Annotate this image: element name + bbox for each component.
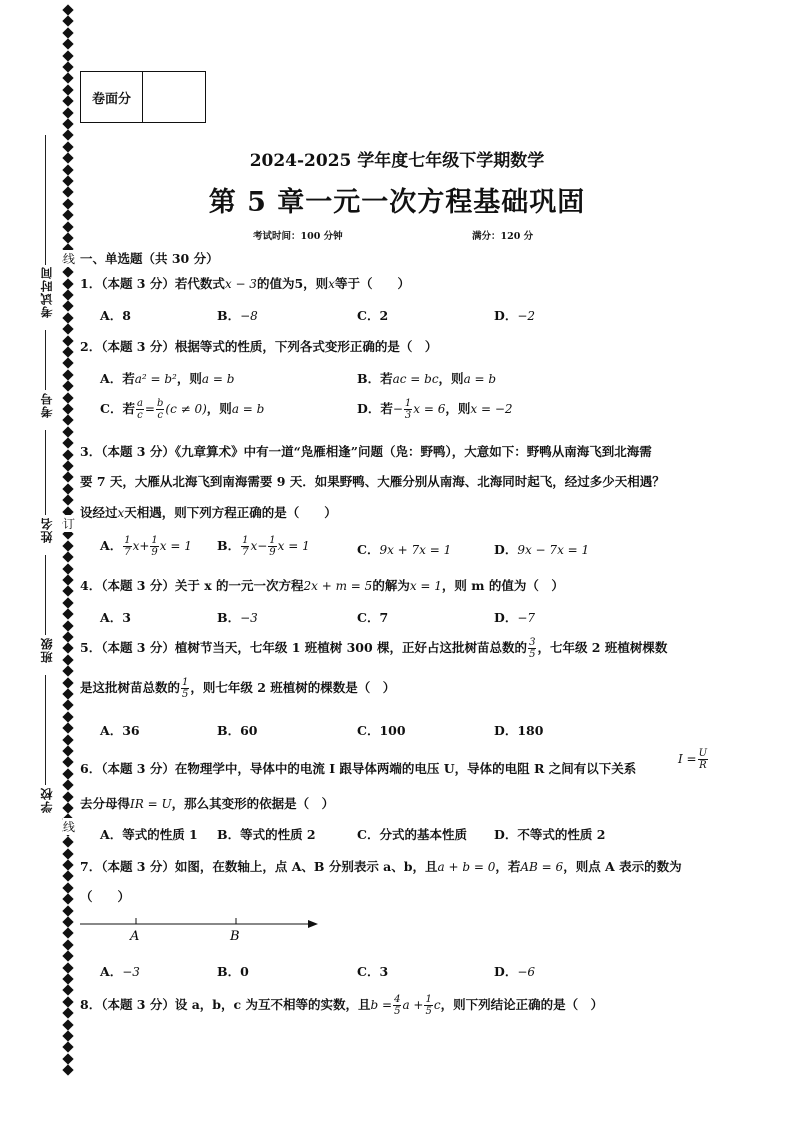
- q1-text: 1．（本题 3 分）若代数式: [80, 276, 225, 291]
- side-label-exam-time: 考试时间: [40, 266, 54, 318]
- q4-sol: x = 1: [409, 579, 442, 593]
- binding-line: [45, 555, 46, 635]
- q6-formula: [678, 748, 709, 771]
- q1-opt-d-value: −2: [517, 309, 536, 323]
- q3-text: 设经过: [80, 505, 118, 520]
- diamond-ornament: [62, 130, 73, 141]
- q2-c-mid: ，则: [206, 401, 232, 416]
- score-box: [80, 71, 206, 123]
- q3-d-math: 9x − 7x = 1: [517, 543, 590, 557]
- diamond-ornament: [62, 267, 73, 278]
- binding-line: [45, 330, 46, 390]
- q3-option-a[interactable]: [100, 535, 192, 558]
- q2-d-frac: [404, 398, 412, 421]
- q2-a-math: a² = b²: [134, 372, 177, 386]
- full-score: 满分：120 分: [472, 231, 534, 242]
- q4-opt-b-label: B．: [217, 610, 241, 625]
- q3-var: x: [117, 506, 125, 520]
- q7-opt-a-label: A．: [100, 964, 123, 979]
- diamond-ornament: [62, 278, 73, 289]
- question-3-line-2: 要 7 天，大雁从北海飞到南海需要 9 天．如果野鸭、大雁分别从南海、北海同时起飞，经过多少天相遇？: [80, 474, 665, 489]
- frac-den: 5: [182, 689, 189, 700]
- q8-math: b =: [370, 998, 393, 1012]
- q8-math: c: [433, 998, 441, 1012]
- diamond-ornament: [62, 335, 73, 346]
- q3-text: 天相遇，则下列方程正确的是（ ）: [124, 505, 337, 520]
- q3-b-x: x: [250, 539, 258, 553]
- score-field[interactable]: [143, 72, 205, 122]
- q3-a-frac1: [123, 535, 131, 558]
- q7-option-b[interactable]: B．0: [217, 964, 249, 979]
- frac-den: 9: [269, 547, 276, 558]
- diamond-ornament: [62, 312, 73, 323]
- diamond-ornament: [62, 552, 73, 563]
- diamond-ornament: [62, 711, 73, 722]
- q2-c-frac1: [136, 398, 144, 421]
- q6-option-c[interactable]: C．分式的基本性质: [357, 827, 467, 842]
- q5-option-c[interactable]: C．100: [357, 723, 406, 738]
- q2-option-a[interactable]: [100, 369, 234, 387]
- diamond-ornament: [62, 609, 73, 620]
- q5-text: 是这批树苗总数的: [80, 680, 181, 695]
- q1-option-a[interactable]: A．8: [100, 308, 131, 323]
- q4-opt-d-value: −7: [517, 611, 536, 625]
- question-6-line-2: [80, 794, 334, 812]
- diamond-ornament: [62, 768, 73, 779]
- q6-text: ，那么其变形的依据是（ ）: [171, 796, 335, 811]
- diamond-ornament: [62, 449, 73, 460]
- diamond-ornament: [62, 734, 73, 745]
- question-5-line-1: [80, 637, 667, 660]
- frac-num: 1: [182, 677, 189, 688]
- q6-text: 去分母得: [80, 796, 131, 811]
- diamond-ornament: [62, 301, 73, 312]
- q1-expr: x − 3: [224, 277, 257, 291]
- q4-option-b[interactable]: [217, 608, 258, 626]
- diamond-ornament: [62, 688, 73, 699]
- q8-math: a +: [402, 998, 424, 1012]
- q1-text: 的值为5，则: [256, 276, 329, 291]
- diamond-ornament: [62, 962, 73, 973]
- diamond-ornament: [62, 597, 73, 608]
- diamond-ornament: [62, 848, 73, 859]
- q3-c-math: 9x + 7x = 1: [379, 543, 452, 557]
- q6-formula-left: I =: [678, 752, 697, 766]
- diamond-ornament: [62, 574, 73, 585]
- diamond-ornament: [62, 939, 73, 950]
- q4-option-c[interactable]: C．7: [357, 610, 389, 625]
- q3-b-frac1: [241, 535, 249, 558]
- q5-text: ，七年级 2 班植树棵数: [537, 640, 668, 655]
- q5-text: ，则七年级 2 班植树的棵数是（ ）: [190, 680, 396, 695]
- q7-math: AB = 6: [520, 860, 564, 874]
- diamond-ornament: [62, 483, 73, 494]
- side-label-name: 姓名: [40, 517, 54, 543]
- point-a-label: A: [130, 929, 140, 944]
- diamond-ornament: [62, 985, 73, 996]
- diamond-ornament: [62, 403, 73, 414]
- diamond-ornament: [62, 39, 73, 50]
- frac-num: b: [156, 398, 164, 409]
- diamond-ornament: [62, 700, 73, 711]
- diamond-ornament: [62, 16, 73, 27]
- number-line-arrow: [308, 920, 318, 928]
- number-line-figure: [78, 912, 323, 944]
- diamond-ornament: [62, 1042, 73, 1053]
- frac-num: 1: [269, 535, 276, 546]
- diamond-ornament: [62, 677, 73, 688]
- q6-formula-frac: [698, 748, 708, 771]
- q2-d-pre: D．若: [357, 401, 393, 416]
- q6-option-d[interactable]: D．不等式的性质 2: [494, 827, 606, 842]
- diamond-ornament: [62, 221, 73, 232]
- frac-den: 7: [124, 547, 131, 558]
- frac-num: 1: [404, 398, 412, 409]
- q3-a-plus: +: [139, 539, 150, 553]
- diamond-ornament: [62, 460, 73, 471]
- frac-den: R: [699, 760, 707, 771]
- diamond-ornament: [62, 905, 73, 916]
- q3-a-label: A．: [100, 538, 123, 553]
- q2-d-mid: ，则: [445, 401, 471, 416]
- frac-num: 1: [151, 535, 158, 546]
- diamond-ornament: [62, 723, 73, 734]
- question-1-stem: [80, 274, 410, 292]
- q2-c-res: a = b: [231, 402, 265, 416]
- diamond-ornament: [62, 118, 73, 129]
- diamond-ornament: [62, 289, 73, 300]
- binding-line: [45, 675, 46, 785]
- q1-option-c[interactable]: C．2: [357, 308, 389, 323]
- q2-a-pre: A．若: [100, 371, 135, 386]
- q1-opt-d-label: D．: [494, 308, 518, 323]
- q3-option-c[interactable]: [357, 540, 451, 558]
- q5-frac1: [528, 637, 536, 660]
- diamond-ornament: [62, 1053, 73, 1064]
- frac-den: 3: [404, 410, 412, 421]
- diamond-ornament: [62, 894, 73, 905]
- q1-opt-b-label: B．: [217, 308, 241, 323]
- frac-num: 1: [124, 535, 131, 546]
- question-3-line-1: 3．（本题 3 分）《九章算术》中有一道“凫雁相逢”问题（凫：野鸭），大意如下：野鸭从南海飞到北海需: [80, 444, 652, 459]
- q2-b-res: a = b: [463, 372, 497, 386]
- q5-option-d[interactable]: D．180: [494, 723, 544, 738]
- diamond-ornament: [62, 973, 73, 984]
- question-8-stem: [80, 994, 603, 1017]
- diamond-ornament: [62, 757, 73, 768]
- q7-text: 7．（本题 3 分）如图，在数轴上，点 A、B 分别表示 a、b，且: [80, 859, 438, 874]
- q2-d-rest: x = 6: [413, 402, 446, 416]
- q8-text: 8．（本题 3 分）设 a，b，c 为互不相等的实数，且: [80, 997, 371, 1012]
- frac-num: 3: [529, 637, 536, 648]
- exam-title: 2024-2025 学年度七年级下学期数学: [249, 151, 545, 171]
- q1-option-d[interactable]: [494, 306, 535, 324]
- q7-option-c[interactable]: C．3: [357, 964, 389, 979]
- frac-den: 7: [242, 547, 249, 558]
- diamond-ornament: [62, 745, 73, 756]
- q2-a-mid: ，则: [176, 371, 202, 386]
- q3-b-rest: x = 1: [277, 539, 310, 553]
- q3-b-frac2: [268, 535, 276, 558]
- diamond-ornament: [62, 666, 73, 677]
- q3-option-d[interactable]: [494, 540, 589, 558]
- q2-d-res: x = −2: [470, 402, 513, 416]
- question-6-line-1: 6．（本题 3 分）在物理学中，导体中的电流 I 跟导体两端的电压 U，导体的电阻 R 之间有以下关系: [80, 761, 637, 776]
- q5-option-b[interactable]: B．60: [217, 723, 258, 738]
- diamond-ornament: [62, 438, 73, 449]
- diamond-ornament: [62, 631, 73, 642]
- frac-den: 5: [394, 1006, 401, 1017]
- diamond-ornament: [62, 928, 73, 939]
- q4-option-a[interactable]: A．3: [100, 610, 131, 625]
- diamond-ornament: [62, 324, 73, 335]
- q2-a-res: a = b: [201, 372, 235, 386]
- q4-opt-b-value: −3: [240, 611, 258, 625]
- diamond-ornament: [62, 232, 73, 243]
- q7-opt-d-value: −6: [517, 965, 536, 979]
- diamond-ornament: [62, 643, 73, 654]
- q7-text: ，若: [495, 859, 521, 874]
- diamond-ornament: [62, 1065, 73, 1076]
- diamond-ornament: [62, 4, 73, 15]
- q2-c-eq: =: [144, 402, 155, 416]
- q2-option-c[interactable]: [100, 398, 264, 421]
- diamond-ornament: [62, 996, 73, 1007]
- diamond-ornament: [62, 859, 73, 870]
- q3-a-frac2: [150, 535, 158, 558]
- q5-frac2: [181, 677, 189, 700]
- side-label-school: 学校: [40, 787, 54, 813]
- q4-text: 4．（本题 3 分）关于 x 的一元一次方程: [80, 578, 304, 593]
- diamond-ornament: [62, 495, 73, 506]
- q6-option-b[interactable]: B．等式的性质 2: [217, 827, 316, 842]
- exam-time: 考试时间：100 分钟: [253, 231, 343, 242]
- diamond-ornament: [62, 871, 73, 882]
- q8-frac1: [393, 994, 401, 1017]
- diamond-ornament: [62, 802, 73, 813]
- diamond-ornament: [62, 415, 73, 426]
- diamond-ornament: [62, 369, 73, 380]
- diamond-ornament: [62, 392, 73, 403]
- q1-text: 等于（ ）: [334, 276, 410, 291]
- diamond-ornament: [62, 882, 73, 893]
- side-char-xian: 线: [63, 820, 76, 834]
- chapter-title: 第 5 章一元一次方程基础巩固: [208, 187, 586, 218]
- q8-frac2: [424, 994, 432, 1017]
- q3-b-label: B．: [217, 538, 241, 553]
- diamond-ornament: [62, 96, 73, 107]
- diamond-ornament: [62, 951, 73, 962]
- q3-c-label: C．: [357, 542, 380, 557]
- q7-option-d[interactable]: [494, 962, 535, 980]
- frac-den: 5: [425, 1006, 432, 1017]
- diamond-ornament: [62, 426, 73, 437]
- q6-math: IR = U: [130, 797, 172, 811]
- question-5-line-2: [80, 677, 395, 700]
- q5-text: 5．（本题 3 分）植树节当天，七年级 1 班植树 300 棵，正好占这批树苗总数的: [80, 640, 528, 655]
- q7-text: ，则点 A 表示的数为: [563, 859, 682, 874]
- diamond-ornament: [62, 73, 73, 84]
- q2-d-neg: −: [392, 402, 403, 416]
- frac-num: U: [698, 748, 708, 759]
- diamond-ornament: [62, 540, 73, 551]
- diamond-ornament: [62, 654, 73, 665]
- diamond-ornament: [62, 381, 73, 392]
- q6-option-a[interactable]: A．等式的性质 1: [100, 827, 198, 842]
- diamond-ornament: [62, 50, 73, 61]
- point-b-label: B: [230, 929, 240, 944]
- q4-eq: 2x + m = 5: [303, 579, 373, 593]
- binding-line: [45, 430, 46, 515]
- q2-b-pre: B．若: [357, 371, 393, 386]
- question-4-stem: [80, 576, 564, 594]
- q3-option-b[interactable]: [217, 535, 310, 558]
- question-2-stem: 2．（本题 3 分）根据等式的性质，下列各式变形正确的是（ ）: [80, 339, 438, 354]
- diamond-ornament: [62, 1008, 73, 1019]
- frac-num: a: [136, 398, 143, 409]
- frac-den: 9: [151, 547, 158, 558]
- q4-text: ，则 m 的值为（ ）: [441, 578, 564, 593]
- q5-option-a[interactable]: A．36: [100, 723, 140, 738]
- question-7-line-1: [80, 857, 682, 875]
- diamond-ornament: [62, 916, 73, 927]
- frac-den: c: [157, 410, 163, 421]
- q2-c-frac2: [156, 398, 164, 421]
- q2-option-b[interactable]: [357, 369, 496, 387]
- diamond-ornament: [62, 107, 73, 118]
- diamond-ornament: [62, 27, 73, 38]
- diamond-ornament: [62, 84, 73, 95]
- q1-var: x: [328, 277, 335, 291]
- side-char-xian: 线: [63, 252, 76, 266]
- question-7-line-2: （ ）: [80, 889, 131, 904]
- q3-a-rest: x = 1: [159, 539, 192, 553]
- diamond-ornament: [62, 346, 73, 357]
- side-char-ding: 订: [63, 517, 76, 531]
- diamond-ornament: [62, 620, 73, 631]
- q8-text: ，则下列结论正确的是（ ）: [440, 997, 604, 1012]
- q7-opt-d-label: D．: [494, 964, 518, 979]
- side-label-class: 班级: [40, 637, 54, 663]
- q7-option-a[interactable]: [100, 962, 140, 980]
- diamond-ornament: [62, 61, 73, 72]
- q1-option-b[interactable]: [217, 306, 258, 324]
- diamond-ornament: [62, 472, 73, 483]
- q2-option-d[interactable]: [357, 398, 513, 421]
- question-3-line-3: [80, 503, 337, 521]
- side-label-exam-number: 考号: [40, 392, 54, 418]
- q1-opt-b-value: −8: [240, 309, 258, 323]
- q4-option-d[interactable]: [494, 608, 535, 626]
- frac-num: 1: [425, 994, 432, 1005]
- q2-b-math: ac = bc: [392, 372, 439, 386]
- frac-num: 4: [394, 994, 401, 1005]
- q7-math: a + b = 0: [437, 860, 496, 874]
- q4-opt-d-label: D．: [494, 610, 518, 625]
- diamond-ornament: [62, 837, 73, 848]
- q3-d-label: D．: [494, 542, 518, 557]
- q2-c-pre: C．若: [100, 401, 135, 416]
- q7-opt-a-value: −3: [122, 965, 140, 979]
- q4-text: 的解为: [372, 578, 410, 593]
- frac-num: 1: [242, 535, 249, 546]
- q3-b-minus: −: [257, 539, 268, 553]
- q3-a-x: x: [132, 539, 140, 553]
- score-label: 卷面分: [81, 72, 143, 122]
- frac-den: 5: [529, 649, 536, 660]
- diamond-ornament: [62, 791, 73, 802]
- frac-den: c: [137, 410, 143, 421]
- q2-b-mid: ，则: [438, 371, 464, 386]
- diamond-ornament: [62, 563, 73, 574]
- diamond-ornament: [62, 1019, 73, 1030]
- diamond-ornament: [62, 780, 73, 791]
- section-heading: 一、单选题（共 30 分）: [80, 251, 219, 266]
- diamond-ornament: [62, 586, 73, 597]
- diamond-ornament: [62, 358, 73, 369]
- diamond-ornament: [62, 1030, 73, 1041]
- q2-c-cond: (c ≠ 0): [165, 402, 207, 416]
